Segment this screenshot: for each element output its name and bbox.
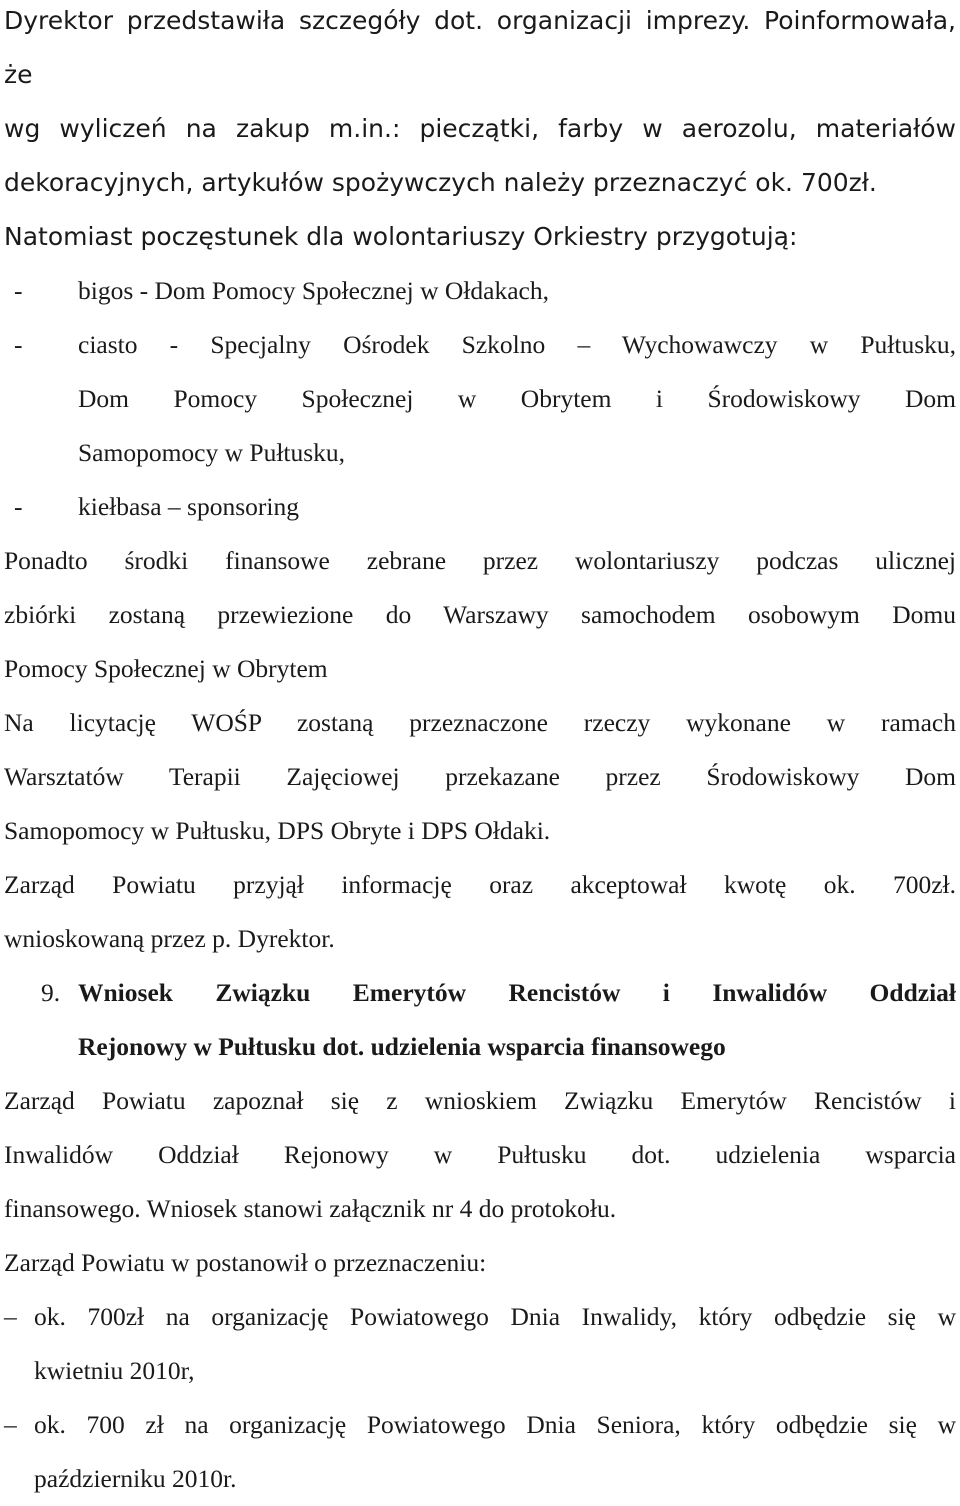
list-item-continuation: Samopomocy w Pułtusku, bbox=[78, 438, 346, 467]
list-item-continuation: kwietniu 2010r, bbox=[34, 1356, 195, 1385]
section-9-heading bbox=[4, 966, 956, 1074]
list-item bbox=[4, 1290, 956, 1344]
refreshments-heading: Natomiast poczęstunek dla wolontariuszy Orkiestry przygotują: bbox=[4, 222, 798, 251]
list-item-text: ok. 700zł na organizację Powiatowego Dnia Inwalidy, który odbędzie się w bbox=[34, 1302, 956, 1331]
refreshments-section bbox=[4, 210, 956, 534]
decision-line-1: Zarząd Powiatu przyjął informację oraz akceptował kwotę ok. 700zł. bbox=[4, 870, 956, 899]
list-item-text: ok. 700 zł na organizację Powiatowego Dnia Seniora, który odbędzie się w bbox=[34, 1410, 956, 1439]
auction-paragraph bbox=[4, 696, 956, 858]
list-dash: - bbox=[14, 330, 23, 359]
intro-line-4: dekoracyjnych, artykułów spożywczych należy przeznaczyć ok. 700zł. bbox=[4, 168, 877, 197]
list-item bbox=[4, 264, 956, 318]
collection-line-1: Ponadto środki finansowe zebrane przez wolontariuszy podczas ulicznej bbox=[4, 546, 956, 575]
list-item-text: kiełbasa – sponsoring bbox=[78, 492, 299, 521]
list-item bbox=[4, 1398, 956, 1452]
review-paragraph bbox=[4, 1074, 956, 1236]
review-line-2: Inwalidów Oddział Rejonowy w Pułtusku dot. udzielenia wsparcia bbox=[4, 1140, 956, 1169]
review-line-1: Zarząd Powiatu zapoznał się z wnioskiem Związku Emerytów Rencistów i bbox=[4, 1086, 956, 1115]
auction-line-1: Na licytację WOŚP zostaną przeznaczone rzeczy wykonane w ramach bbox=[4, 708, 956, 737]
collection-line-3: Pomocy Społecznej w Obrytem bbox=[4, 654, 328, 683]
document-page bbox=[4, 0, 956, 1506]
section-title-row bbox=[4, 966, 956, 1020]
auction-line-3: Samopomocy w Pułtusku, DPS Obryte i DPS Ołdaki. bbox=[4, 816, 551, 845]
collection-line-2: zbiórki zostaną przewiezione do Warszawy samochodem osobowym Domu bbox=[4, 600, 956, 629]
list-item-continuation: październiku 2010r. bbox=[34, 1464, 237, 1493]
section-title-line-2: Rejonowy w Pułtusku dot. udzielenia wsparcia finansowego bbox=[78, 1032, 726, 1061]
intro-line-2: że bbox=[4, 60, 33, 89]
list-item-text: bigos - Dom Pomocy Społecznej w Ołdakach, bbox=[78, 276, 549, 305]
decision-line-2: wnioskowaną przez p. Dyrektor. bbox=[4, 924, 335, 953]
auction-line-2: Warsztatów Terapii Zajęciowej przekazane przez Środowiskowy Dom bbox=[4, 762, 956, 791]
list-dash: – bbox=[4, 1410, 17, 1439]
resolution-section bbox=[4, 1236, 956, 1506]
list-item bbox=[4, 480, 956, 534]
intro-paragraph bbox=[4, 0, 956, 210]
intro-line-3: wg wyliczeń na zakup m.in.: pieczątki, farby w aerozolu, materiałów bbox=[4, 114, 956, 143]
list-dash: - bbox=[14, 276, 23, 305]
resolution-heading: Zarząd Powiatu w postanowił o przeznaczeniu: bbox=[4, 1248, 487, 1277]
section-number: 9. bbox=[41, 978, 61, 1007]
review-line-3: finansowego. Wniosek stanowi załącznik nr 4 do protokołu. bbox=[4, 1194, 617, 1223]
intro-line-1: Dyrektor przedstawiła szczegóły dot. organizacji imprezy. Poinformowała, bbox=[4, 6, 956, 35]
list-item bbox=[4, 318, 956, 372]
collection-paragraph bbox=[4, 534, 956, 696]
decision-paragraph bbox=[4, 858, 956, 966]
list-dash: – bbox=[4, 1302, 17, 1331]
section-title-line-1: Wniosek Związku Emerytów Rencistów i Inwalidów Oddział bbox=[78, 978, 956, 1007]
list-item-continuation: Dom Pomocy Społecznej w Obrytem i Środowiskowy Dom bbox=[78, 384, 956, 413]
list-dash: - bbox=[14, 492, 23, 521]
list-item-text: ciasto - Specjalny Ośrodek Szkolno – Wychowawczy w Pułtusku, bbox=[78, 330, 956, 359]
